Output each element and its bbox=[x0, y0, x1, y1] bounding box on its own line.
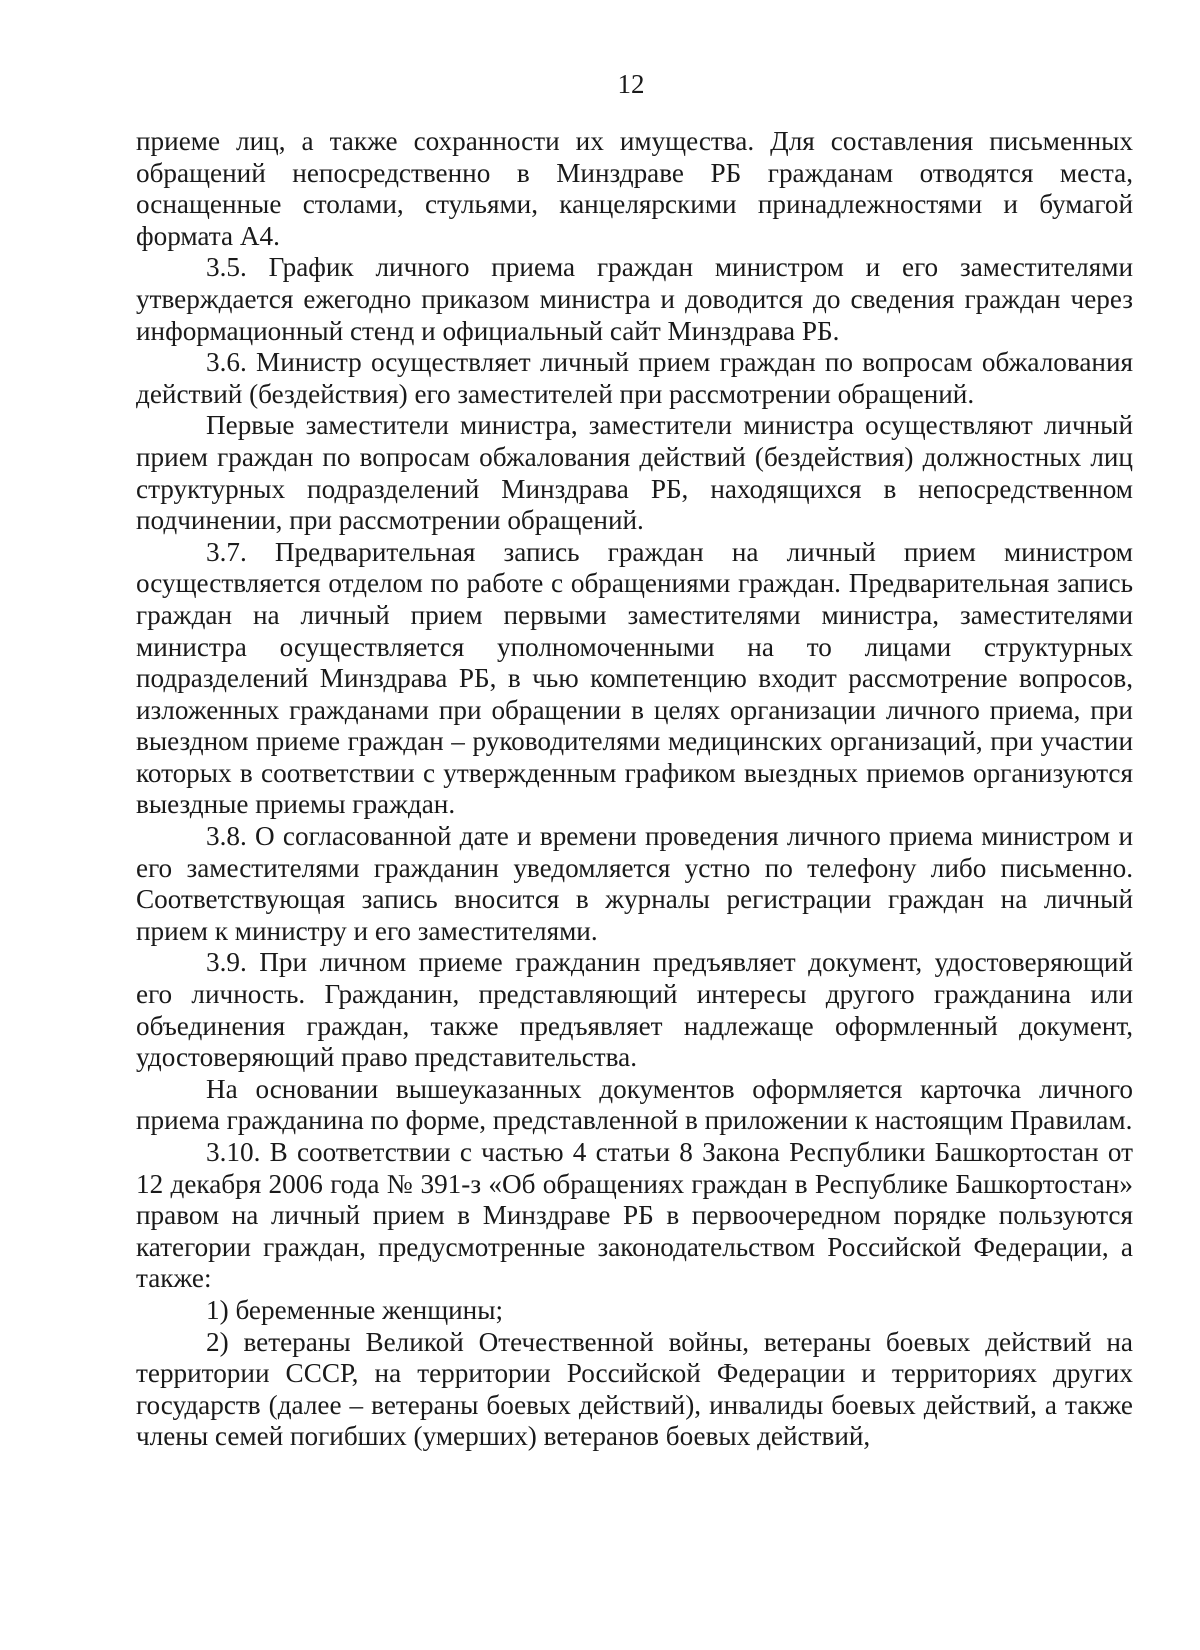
list-item-1: 1) беременные женщины; bbox=[206, 1294, 504, 1325]
paragraph-continuation: приеме лиц, а также сохранности их имущества. Для составления письменных обращений непосредственно в Минздраве РБ гражданам отводятся места, оснащенные столами, стульями, канцелярскими принадлежностями и бумагой формата А4. bbox=[136, 126, 1133, 251]
paragraph-3-9-card: На основании вышеуказанных документов оформляется карточка личного приема гражданина по форме, представленной в приложении к настоящим Правилам. bbox=[136, 1073, 1133, 1136]
document-body bbox=[136, 126, 1133, 1453]
paragraph-3-6: 3.6. Министр осуществляет личный прием граждан по вопросам обжалования действий (бездействия) его заместителей при рассмотрении обращений. bbox=[136, 347, 1133, 409]
paragraph-3-7: 3.7. Предварительная запись граждан на личный прием министром осуществляется отделом по работе с обращениями граждан. Предварительная запись граждан на личный прием первыми заместителями министра, заместителями министра осуществляется уполномоченными на то лицами структурных подразделений Минздрава РБ, в чью компетенцию входит рассмотрение вопросов, изложенных гражданами при обращении в целях организации личного приема, при выездном приеме граждан – руководителями медицинских организаций, при участии которых в соответствии с утвержденным графиком выездных приемов организуются выездные приемы граждан. bbox=[136, 536, 1133, 820]
paragraph-3-8: 3.8. О согласованной дате и времени проведения личного приема министром и его заместителями гражданин уведомляется устно по телефону либо письменно. Соответствующая запись вносится в журналы регистрации граждан на личный прием к министру и его заместителями. bbox=[136, 821, 1133, 946]
page-number: 12 bbox=[617, 69, 645, 99]
list-item-2: 2) ветераны Великой Отечественной войны, ветераны боевых действий на территории СССР, на территории Российской Федерации и территориях других государств (далее – ветераны боевых действий), инвалиды боевых действий, а также члены семей погибших (умерших) ветеранов боевых действий, bbox=[136, 1326, 1133, 1452]
paragraph-3-10: 3.10. В соответствии с частью 4 статьи 8 Закона Республики Башкортостан от 12 декабря 2006 года № 391-з «Об обращениях граждан в Республике Башкортостан» правом на личный прием в Минздраве РБ в первоочередном порядке пользуются категории граждан, предусмотренные законодательством Российской Федерации, а также: bbox=[136, 1137, 1133, 1294]
paragraph-3-6-deputies: Первые заместители министра, заместители министра осуществляют личный прием граждан по вопросам обжалования действий (бездействия) должностных лиц структурных подразделений Минздрава РБ, находящихся в непосредственном подчинении, при рассмотрении обращений. bbox=[136, 410, 1133, 536]
paragraph-3-5: 3.5. График личного приема граждан министром и его заместителями утверждается ежегодно приказом министра и доводится до сведения граждан через информационный стенд и официальный сайт Минздрава РБ. bbox=[136, 252, 1133, 346]
paragraph-3-9: 3.9. При личном приеме гражданин предъявляет документ, удостоверяющий его личность. Гражданин, представляющий интересы другого гражданина или объединения граждан, также предъявляет надлежаще оформленный документ, удостоверяющий право представительства. bbox=[136, 947, 1133, 1073]
